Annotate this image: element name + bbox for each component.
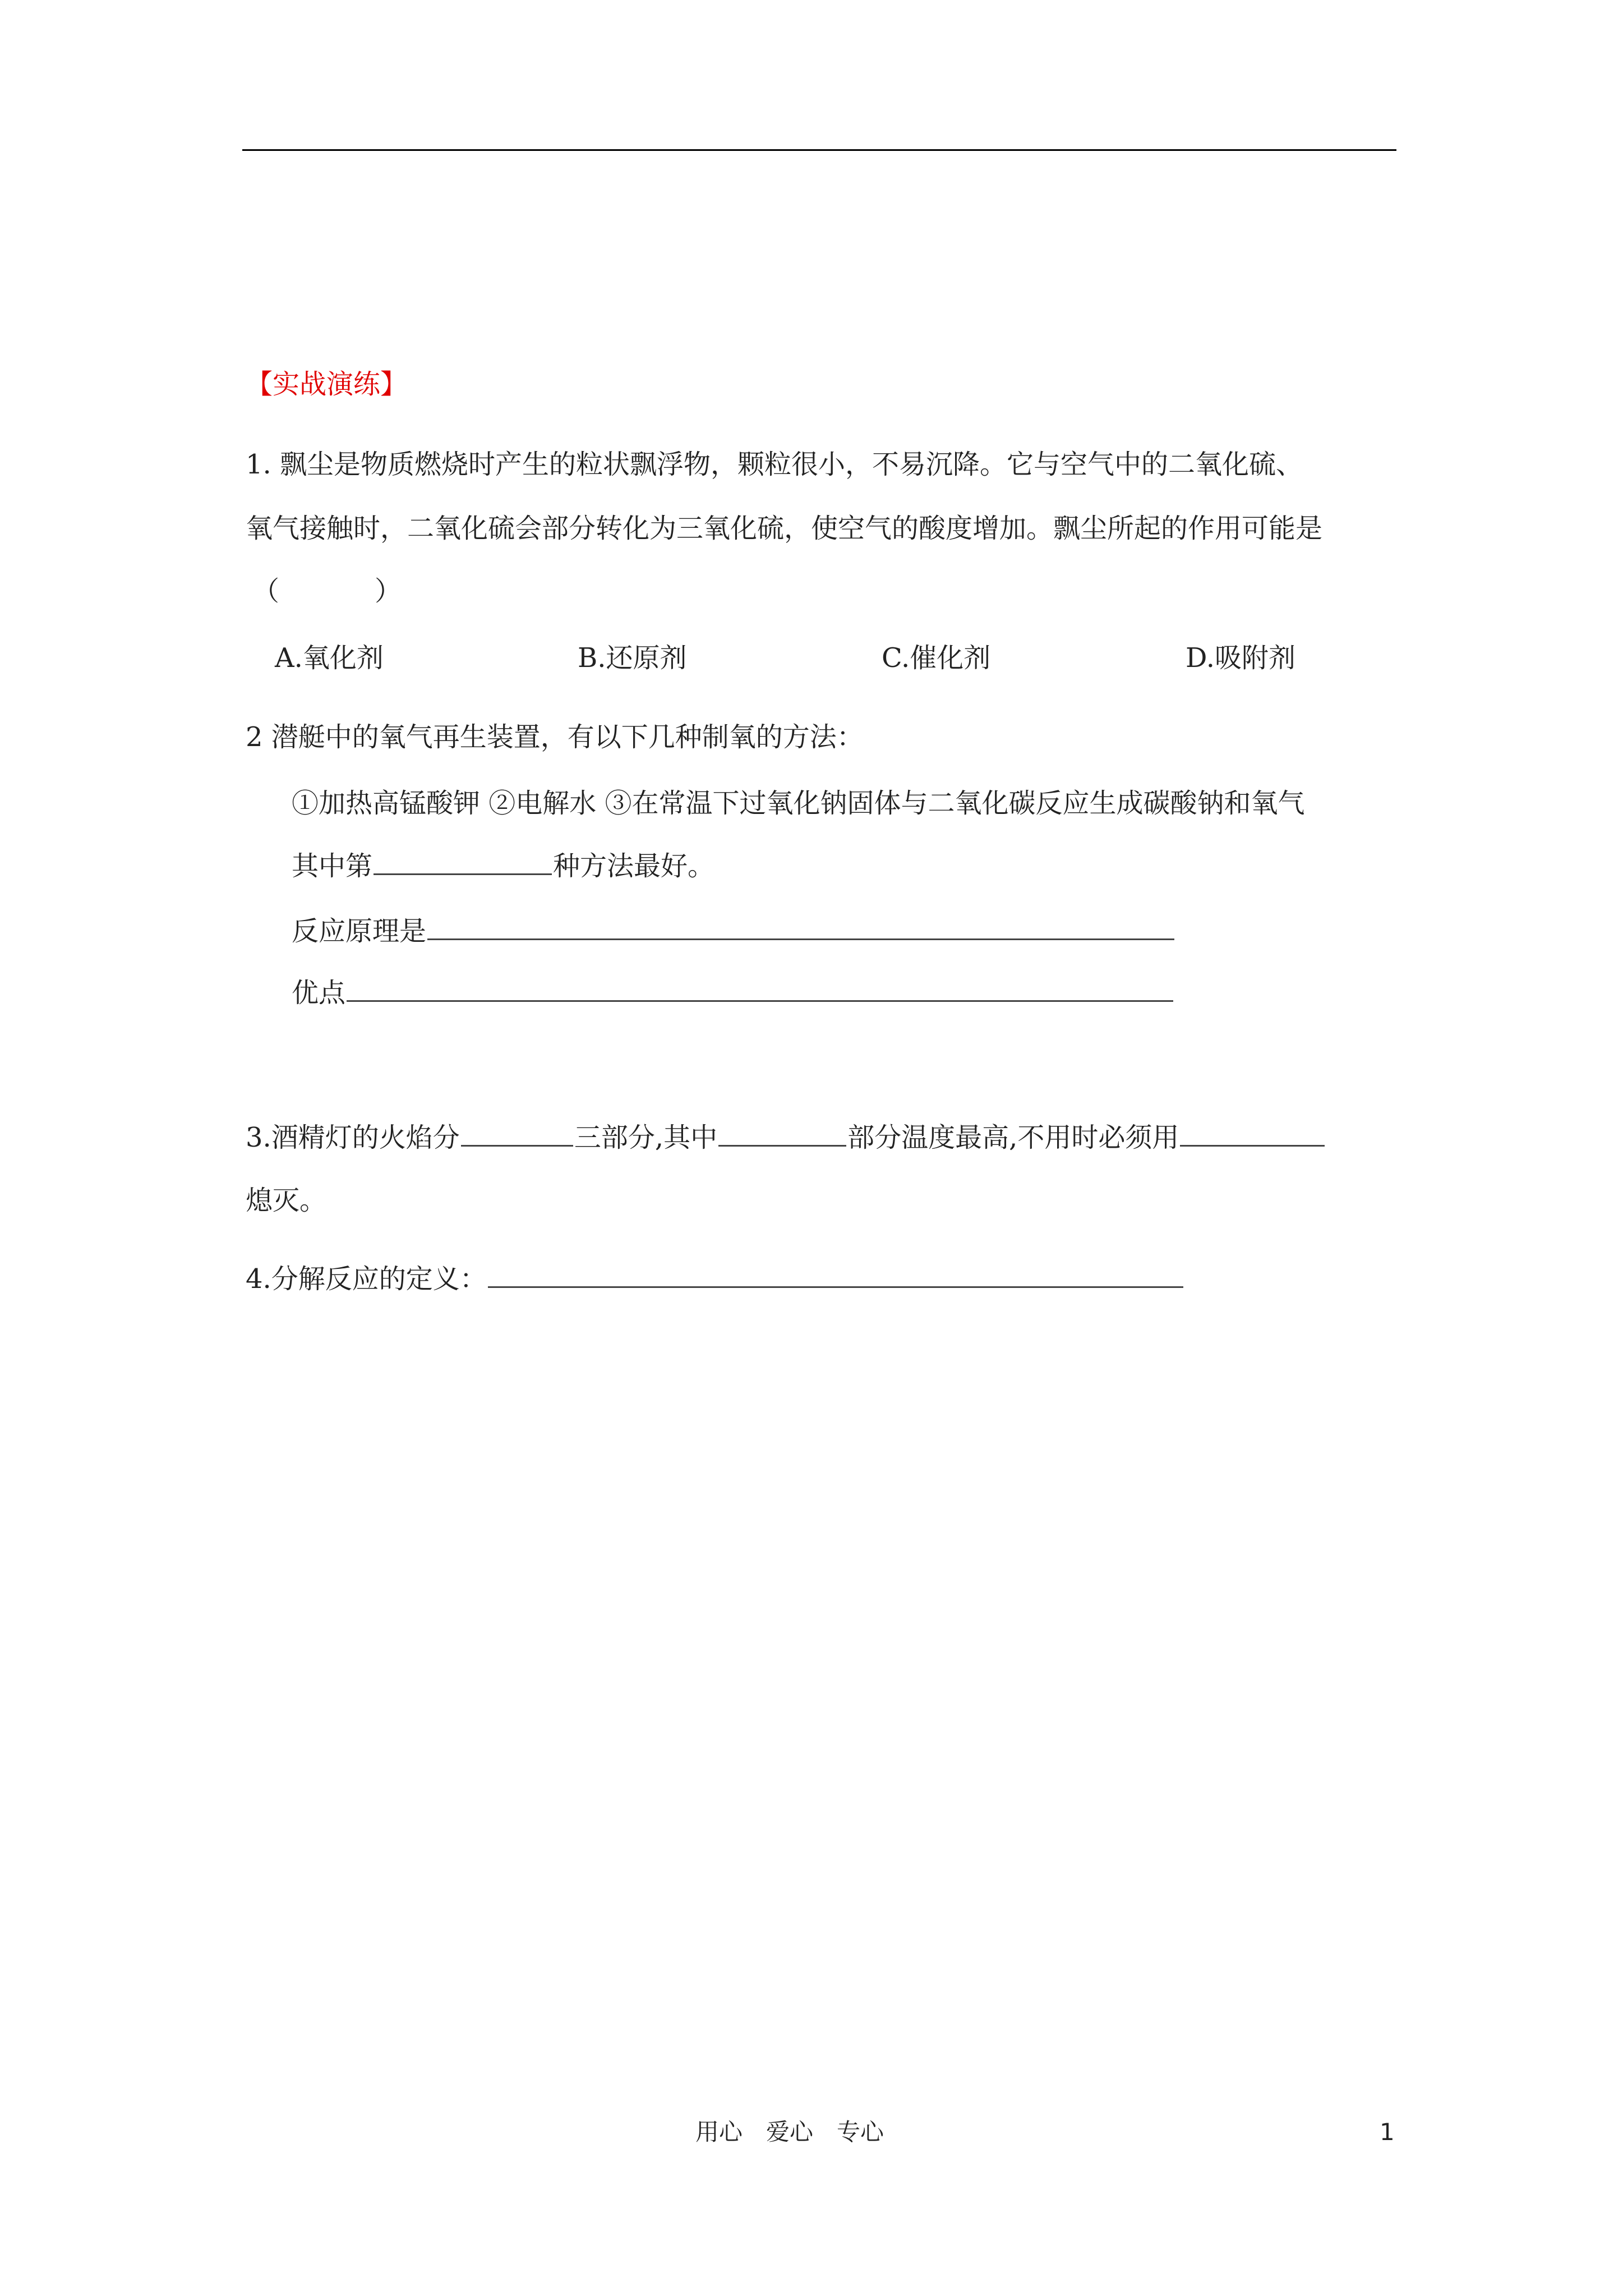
q4-line <box>246 1262 1184 1296</box>
q2-advantage-blank[interactable] <box>347 998 1173 1002</box>
section-title: 【实战演练】 <box>246 369 408 400</box>
q2-best-suffix: 种方法最好。 <box>553 850 715 882</box>
q2-advantage-label: 优点 <box>292 977 346 1009</box>
footer-slogan: 用心 爱心 专心 <box>695 2118 884 2146</box>
page-number: 1 <box>1380 2118 1395 2146</box>
q3-line2: 熄灭。 <box>246 1185 327 1216</box>
q2-best-prefix: 其中第 <box>292 850 373 882</box>
q2-principle-label: 反应原理是 <box>292 915 427 947</box>
q2-principle-blank[interactable] <box>427 936 1174 940</box>
q1-option-d: D.吸附剂 <box>1186 642 1296 674</box>
q2-line1: 2 潜艇中的氧气再生装置，有以下几种制氧的方法： <box>246 721 864 753</box>
q2-best-blank[interactable] <box>374 871 552 875</box>
q1-option-c: C.催化剂 <box>882 642 991 674</box>
q2-methods: ①加热高锰酸钾 ②电解水 ③在常温下过氧化钠固体与二氧化碳反应生成碳酸钠和氧气 <box>292 788 1305 819</box>
q3-part2: 三部分,其中 <box>574 1122 718 1153</box>
q3-blank-3[interactable] <box>1180 1143 1325 1147</box>
q1-line2: 氧气接触时，二氧化硫会部分转化为三氧化硫，使空气的酸度增加。飘尘所起的作用可能是 <box>246 513 1323 544</box>
q1-paren-close: ） <box>375 576 402 607</box>
header-rule <box>242 149 1396 151</box>
q4-label: 4.分解反应的定义： <box>246 1263 487 1295</box>
q2-principle-line <box>292 914 1175 948</box>
q1-paren-open: （ <box>252 576 280 607</box>
q3-part1: 3.酒精灯的火焰分 <box>246 1122 460 1153</box>
q2-advantage-line <box>292 976 1174 1010</box>
q3-part3: 部分温度最高,不用时必须用 <box>847 1122 1179 1153</box>
q3-line1 <box>246 1121 1326 1154</box>
q1-option-a: A.氧化剂 <box>275 642 384 674</box>
q2-best-line <box>292 849 714 883</box>
q1-line1: 1. 飘尘是物质燃烧时产生的粒状飘浮物，颗粒很小，不易沉降。它与空气中的二氧化硫、 <box>246 449 1303 480</box>
q4-blank[interactable] <box>488 1284 1183 1288</box>
q3-blank-1[interactable] <box>461 1143 573 1147</box>
q3-blank-2[interactable] <box>718 1143 846 1147</box>
q1-option-b: B.还原剂 <box>578 642 687 674</box>
